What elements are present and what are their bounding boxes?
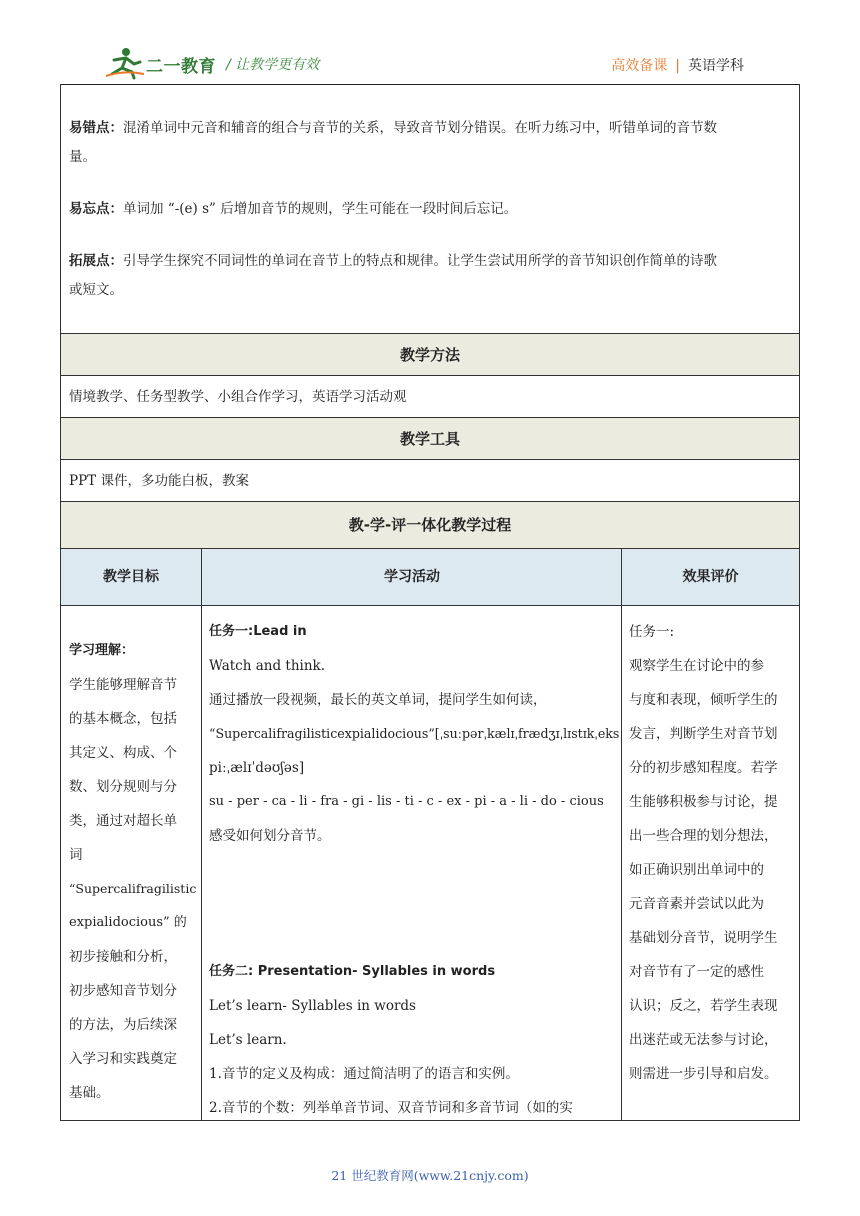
goal-line: 学生能够理解音节 [69,677,177,693]
forget-text: 单词加 “-(e) s” 后增加音节的规则，学生可能在一段时间后忘记。 [123,201,518,217]
eval-line: 发言，判断学生对音节划 [629,726,778,742]
task2-line: 1.音节的定义及构成：通过简洁明了的语言和实例。 [209,1066,519,1082]
eval-line: 出一些合理的划分想法， [629,828,778,844]
goal-line: 的方法，为后续深 [69,1017,177,1033]
slogan: / 让教学更有效 [226,57,320,73]
task2-line: Let’s learn- Syllables in words [209,998,416,1014]
expand-text-1: 引导学生探究不同词性的单词在音节上的特点和规律。让学生尝试用所学的音节知识创作简单的诗歌 [123,253,717,269]
activity-cell [209,615,620,1125]
page-header [0,0,860,86]
column-header-row [61,549,799,606]
task2-line: 2.音节的个数：列举单音节词、双音节词和多音节词（如的实 [209,1100,573,1116]
eval-line: 生能够积极参与讨论，提 [629,794,778,810]
points-row [61,84,799,334]
eval-line: 出迷茫或无法参与讨论， [629,1032,778,1048]
header-label-prep: 高效备课 [611,58,668,74]
lesson-table [60,84,800,1121]
goal-line: 初步感知音节划分 [69,983,177,999]
task1-line: piːˌælɪˈdəʊʃəs] [209,760,305,776]
header-right [611,55,744,75]
expand-text-2: 或短文。 [69,282,123,298]
goal-line: 初步接触和分析， [69,949,177,965]
goal-line: 数、划分规则与分 [69,779,177,795]
task1-line: “Supercalifragilisticexpialidocious”[ˌsuːpərˌkælɪˌfrædʒɪˌlɪstɪkˌeks [209,726,620,741]
method-title: 教学方法 [61,334,799,376]
header-separator: | [675,58,680,74]
task1-line: Watch and think. [209,658,326,674]
task2-line: Let’s learn. [209,1032,287,1048]
eval-line: 认识；反之，若学生表现 [629,998,778,1014]
error-text-1: 混淆单词中元音和辅音的组合与音节的关系，导致音节划分错误。在听力练习中，听错单词的音节数 [123,120,717,136]
brand-name: 二一教育 [146,57,216,77]
goal-line: 基础。 [69,1085,110,1101]
page-footer[interactable]: 21 世纪教育网(www.21cnjy.com) [331,1168,529,1183]
forget-point [69,195,791,224]
goal-line: 其定义、构成、个 [69,745,177,761]
goal-line: 入学习和实践奠定 [69,1051,177,1067]
eval-line: 与度和表现，倾听学生的 [629,692,778,708]
error-label: 易错点： [69,120,123,136]
col-eval-header: 效果评价 [682,569,739,585]
expand-label: 拓展点： [69,253,123,269]
task1-title: 任务一:Lead in [209,624,307,639]
task2-title: 任务二: Presentation- Syllables in words [209,964,496,979]
col-goal-header: 教学目标 [103,569,159,585]
eval-line: 元音音素并尝试以此为 [629,896,764,912]
goal-line: 类，通过对超长单 [69,813,177,829]
col-activity-header: 学习活动 [384,569,440,585]
eval-line: 分的初步感知程度。若学 [629,760,778,776]
goal-line: 词 [69,847,83,863]
task1-line: 感受如何划分音节。 [209,828,331,844]
error-point [69,114,791,172]
goal-line: 的基本概念，包括 [69,711,177,727]
eval-line: 如正确识别出单词中的 [629,862,764,878]
col-divider-1 [201,549,202,1121]
method-text: 情境教学、任务型教学、小组合作学习，英语学习活动观 [61,376,799,418]
tool-text: PPT 课件，多功能白板，教案 [61,460,799,502]
eval-line: 基础划分音节，说明学生 [629,930,778,946]
task1-line: su - per - ca - li - fra - gi - lis - ti - c - ex - pi - a - li - do - cious [209,794,604,809]
header-label-subject: 英语学科 [688,58,744,74]
forget-label: 易忘点： [69,201,123,217]
eval-line: 则需进一步引导和启发。 [629,1066,778,1082]
expand-point [69,247,791,305]
tool-title: 教学工具 [61,418,799,460]
goal-line: “Supercalifragilistic [69,881,197,896]
goal-cell [69,634,195,1110]
eval-line: 任务一: [629,624,675,640]
goal-line: expialidocious” 的 [69,915,187,930]
eval-line: 对音节有了一定的感性 [629,964,764,980]
eval-line: 观察学生在讨论中的参 [629,658,764,674]
col-divider-2 [621,549,622,1121]
eval-cell [629,615,793,1091]
error-text-2: 量。 [69,149,96,165]
goal-line: 学习理解： [69,643,135,658]
task1-line: 通过播放一段视频，最长的英文单词，提问学生如何读， [209,692,547,708]
process-title: 教-学-评一体化教学过程 [61,502,799,549]
